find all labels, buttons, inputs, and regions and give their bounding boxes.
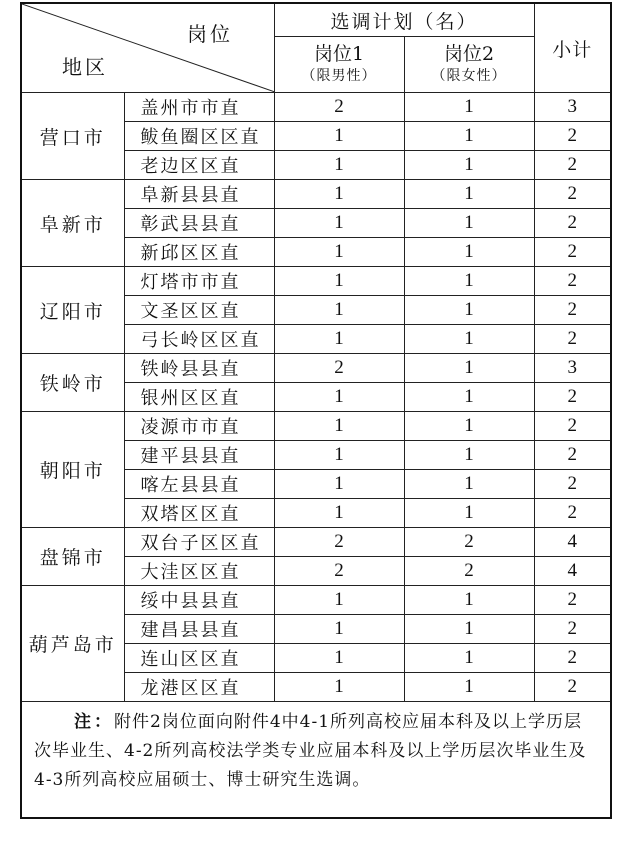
table-row	[21, 267, 611, 296]
plan-title-header: 选调计划（名）	[274, 3, 534, 37]
post1-cell: 1	[274, 441, 404, 470]
header-corner	[21, 3, 274, 93]
post2-cell: 1	[404, 499, 534, 528]
subtotal-header: 小计	[534, 3, 611, 93]
post1-cell: 1	[274, 151, 404, 180]
post2-cell: 1	[404, 586, 534, 615]
subtotal-cell: 2	[534, 499, 611, 528]
post2-cell: 1	[404, 209, 534, 238]
subtotal-cell: 3	[534, 354, 611, 383]
footnote	[21, 702, 611, 819]
unit-cell: 连山区区直	[124, 644, 274, 673]
post2-cell: 2	[404, 528, 534, 557]
post1-cell: 1	[274, 325, 404, 354]
table-row	[21, 354, 611, 383]
subtotal-cell: 2	[534, 180, 611, 209]
region-cell: 葫芦岛市	[21, 586, 124, 702]
subtotal-cell: 2	[534, 673, 611, 702]
unit-cell: 建昌县县直	[124, 615, 274, 644]
post1-cell: 1	[274, 296, 404, 325]
post2-cell: 1	[404, 470, 534, 499]
post2-sub: （限女性）	[431, 67, 507, 84]
subtotal-cell: 2	[534, 122, 611, 151]
post1-cell: 1	[274, 180, 404, 209]
subtotal-cell: 2	[534, 586, 611, 615]
post1-cell: 1	[274, 499, 404, 528]
subtotal-cell: 2	[534, 644, 611, 673]
subtotal-cell: 2	[534, 238, 611, 267]
post1-cell: 1	[274, 209, 404, 238]
footnote-text: 附件2岗位面向附件4中4-1所列高校应届本科及以上学历层次毕业生、4-2所列高校法学类专业应届本科及以上学历层次毕业生及4-3所列高校应届硕士、博士研究生选调。	[34, 712, 587, 790]
post2-cell: 1	[404, 615, 534, 644]
region-cell: 铁岭市	[21, 354, 124, 412]
post1-sub: （限男性）	[301, 67, 377, 84]
unit-cell: 凌源市市直	[124, 412, 274, 441]
post2-cell: 1	[404, 238, 534, 267]
subtotal-cell: 4	[534, 557, 611, 586]
post1-cell: 2	[274, 528, 404, 557]
region-cell: 营口市	[21, 93, 124, 180]
post2-cell: 1	[404, 644, 534, 673]
post2-cell: 1	[404, 412, 534, 441]
post1-label: 岗位1	[313, 42, 365, 65]
unit-cell: 彰武县县直	[124, 209, 274, 238]
unit-cell: 龙港区区直	[124, 673, 274, 702]
post1-cell: 1	[274, 586, 404, 615]
post2-cell: 1	[404, 93, 534, 122]
post2-cell: 1	[404, 180, 534, 209]
post2-cell: 1	[404, 383, 534, 412]
table-row	[21, 93, 611, 122]
table-row	[21, 586, 611, 615]
subtotal-cell: 2	[534, 267, 611, 296]
subtotal-cell: 2	[534, 441, 611, 470]
table-body	[21, 93, 611, 702]
unit-cell: 双台子区区直	[124, 528, 274, 557]
table-row	[21, 412, 611, 441]
post1-cell: 1	[274, 383, 404, 412]
subtotal-cell: 2	[534, 151, 611, 180]
post2-cell: 1	[404, 151, 534, 180]
post1-cell: 2	[274, 354, 404, 383]
post2-cell: 2	[404, 557, 534, 586]
subtotal-cell: 3	[534, 93, 611, 122]
subtotal-cell: 2	[534, 209, 611, 238]
region-cell: 阜新市	[21, 180, 124, 267]
post1-cell: 1	[274, 238, 404, 267]
post2-header	[404, 37, 534, 93]
post2-cell: 1	[404, 673, 534, 702]
post1-cell: 1	[274, 267, 404, 296]
unit-cell: 文圣区区直	[124, 296, 274, 325]
footnote-label: 注：	[74, 712, 114, 732]
region-cell: 辽阳市	[21, 267, 124, 354]
post2-cell: 1	[404, 325, 534, 354]
post1-cell: 2	[274, 557, 404, 586]
unit-cell: 鲅鱼圈区区直	[124, 122, 274, 151]
post1-header	[274, 37, 404, 93]
unit-cell: 新邱区区直	[124, 238, 274, 267]
unit-cell: 老边区区直	[124, 151, 274, 180]
unit-cell: 阜新县县直	[124, 180, 274, 209]
unit-cell: 绥中县县直	[124, 586, 274, 615]
post2-cell: 1	[404, 267, 534, 296]
corner-diagonal	[22, 4, 275, 92]
subtotal-cell: 4	[534, 528, 611, 557]
unit-cell: 灯塔市市直	[124, 267, 274, 296]
post2-cell: 1	[404, 122, 534, 151]
unit-cell: 喀左县县直	[124, 470, 274, 499]
post1-cell: 2	[274, 93, 404, 122]
post1-cell: 1	[274, 615, 404, 644]
subtotal-cell: 2	[534, 470, 611, 499]
post2-cell: 1	[404, 296, 534, 325]
post2-cell: 1	[404, 354, 534, 383]
unit-cell: 建平县县直	[124, 441, 274, 470]
subtotal-cell: 2	[534, 325, 611, 354]
subtotal-cell: 2	[534, 615, 611, 644]
table-row	[21, 528, 611, 557]
corner-area-label: 地区	[62, 55, 108, 79]
subtotal-cell: 2	[534, 412, 611, 441]
unit-cell: 双塔区区直	[124, 499, 274, 528]
unit-cell: 弓长岭区区直	[124, 325, 274, 354]
region-cell: 盘锦市	[21, 528, 124, 586]
recruitment-plan-table	[20, 2, 612, 819]
post1-cell: 1	[274, 644, 404, 673]
region-cell: 朝阳市	[21, 412, 124, 528]
unit-cell: 银州区区直	[124, 383, 274, 412]
post1-cell: 1	[274, 412, 404, 441]
recruitment-plan-document	[20, 2, 610, 819]
unit-cell: 盖州市市直	[124, 93, 274, 122]
unit-cell: 大洼区区直	[124, 557, 274, 586]
table-row	[21, 180, 611, 209]
subtotal-cell: 2	[534, 383, 611, 412]
unit-cell: 铁岭县县直	[124, 354, 274, 383]
post2-label: 岗位2	[443, 42, 495, 65]
post1-cell: 1	[274, 122, 404, 151]
post1-cell: 1	[274, 470, 404, 499]
post1-cell: 1	[274, 673, 404, 702]
post2-cell: 1	[404, 441, 534, 470]
subtotal-cell: 2	[534, 296, 611, 325]
corner-post-label: 岗位	[187, 22, 233, 46]
